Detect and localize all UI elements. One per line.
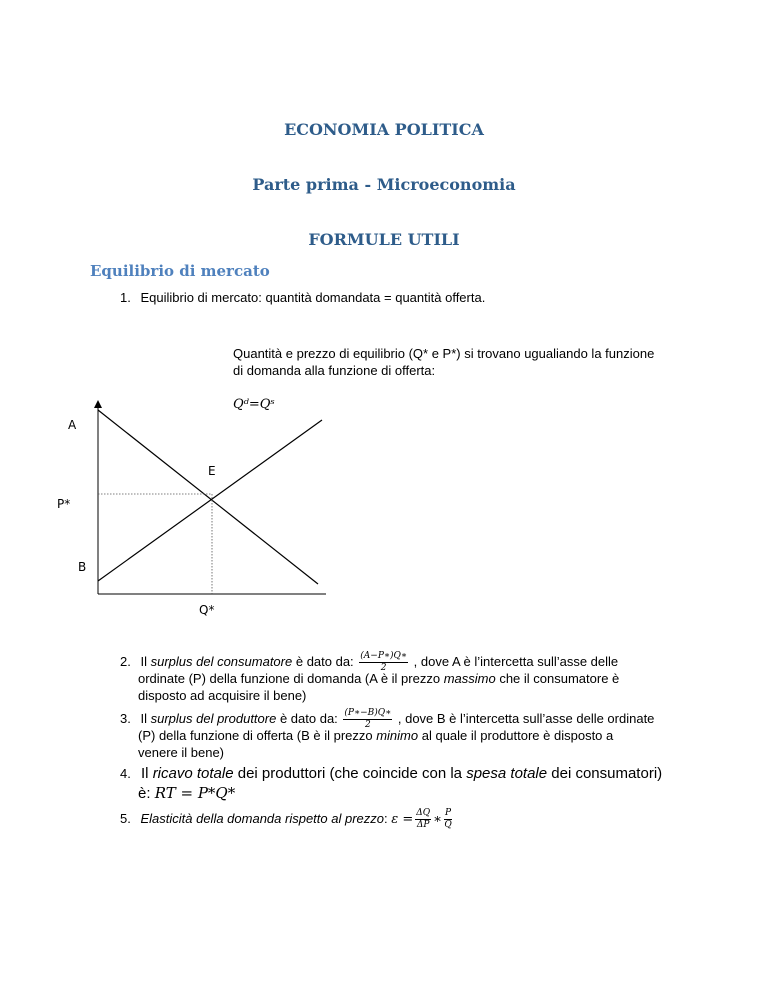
list-item-3-line2 xyxy=(138,727,613,744)
item-text: ordinate (P) della funzione di domanda (A è il prezzo xyxy=(138,671,444,686)
fraction-numerator: ΔQ xyxy=(416,808,431,818)
list-item-2-line3: disposto ad acquisire il bene) xyxy=(138,688,307,703)
item-text: Il xyxy=(141,765,153,782)
equilibrium-desc-line2: di domanda alla funzione di offerta: xyxy=(233,363,436,378)
item-text: è: xyxy=(138,785,155,802)
item-text: al quale il produttore è disposto a xyxy=(418,728,614,743)
label-E: E xyxy=(208,464,216,478)
item-term: massimo xyxy=(443,671,496,686)
revenue-formula: RT = P*Q* xyxy=(154,784,236,802)
item-text: è dato da: xyxy=(276,710,342,726)
equilibrium-formula: Qᵈ=Qˢ xyxy=(233,397,275,412)
item-number: 5. xyxy=(120,810,131,826)
item-text: : xyxy=(384,810,392,826)
item-text: è dato da: xyxy=(292,653,358,669)
fraction-denominator: 2 xyxy=(364,720,371,730)
item-term: Equilibrio di mercato xyxy=(140,290,259,305)
list-item-4 xyxy=(120,765,662,782)
item-term: ricavo totale xyxy=(152,765,234,782)
list-item-2-line2 xyxy=(138,670,619,687)
supply-curve xyxy=(98,420,322,581)
fraction-numerator: P xyxy=(444,808,452,818)
item-number: 4. xyxy=(120,766,131,781)
item-text: , dove A è l’intercetta sull’asse delle xyxy=(410,653,619,669)
list-item-4-line2 xyxy=(138,785,235,802)
label-Q-star: Q* xyxy=(199,603,215,617)
item-text: Il xyxy=(140,710,151,726)
item-text: (P) della funzione di offerta (B è il prezzo xyxy=(138,728,377,743)
section-heading: Equilibrio di mercato xyxy=(90,262,270,280)
elasticity-fraction-2 xyxy=(444,808,452,831)
label-A: A xyxy=(68,418,77,432)
formulas-heading: FORMULE UTILI xyxy=(308,230,460,249)
document-title: ECONOMIA POLITICA xyxy=(284,120,484,139)
price-axis-arrowhead xyxy=(94,400,102,408)
list-item-5 xyxy=(120,808,454,831)
item-number: 1. xyxy=(120,290,131,305)
item-term: Elasticità della domanda rispetto al prezzo xyxy=(140,810,384,826)
fraction-denominator: Q xyxy=(444,820,452,830)
item-text: : quantità domandata = quantità offerta. xyxy=(258,290,486,305)
item-text: che il consumatore è xyxy=(495,671,620,686)
list-item-3-line3: venere il bene) xyxy=(138,745,224,760)
item-text: , dove B è l’intercetta sull’asse delle ordinate xyxy=(394,710,655,726)
fraction-denominator: ΔP xyxy=(416,820,430,830)
item-text: Il xyxy=(140,653,151,669)
item-term: spesa totale xyxy=(466,765,548,782)
label-P-star: P* xyxy=(57,497,71,511)
item-text: dei produttori (che coincide con la xyxy=(233,765,467,782)
item-text: dei consumatori) xyxy=(547,765,663,782)
document-subtitle: Parte prima - Microeconomia xyxy=(252,175,516,194)
multiply-symbol: ∗ xyxy=(433,811,442,827)
label-B: B xyxy=(78,560,87,574)
equilibrium-desc-line1: Quantità e prezzo di equilibrio (Q* e P*) si trovano ugualiando la funzione xyxy=(233,346,655,361)
fraction-denominator: 2 xyxy=(380,663,387,673)
item-term: surplus del produttore xyxy=(150,710,277,726)
item-term: minimo xyxy=(376,728,419,743)
fraction-numerator: (P∗−B)Q∗ xyxy=(344,708,392,718)
elasticity-fraction-1 xyxy=(415,808,431,831)
item-number: 3. xyxy=(120,710,131,726)
fraction-numerator: (A−P∗)Q∗ xyxy=(360,651,408,661)
item-term: surplus del consumatore xyxy=(150,653,293,669)
elasticity-symbol: ε = xyxy=(391,811,414,827)
item-number: 2. xyxy=(120,653,131,669)
